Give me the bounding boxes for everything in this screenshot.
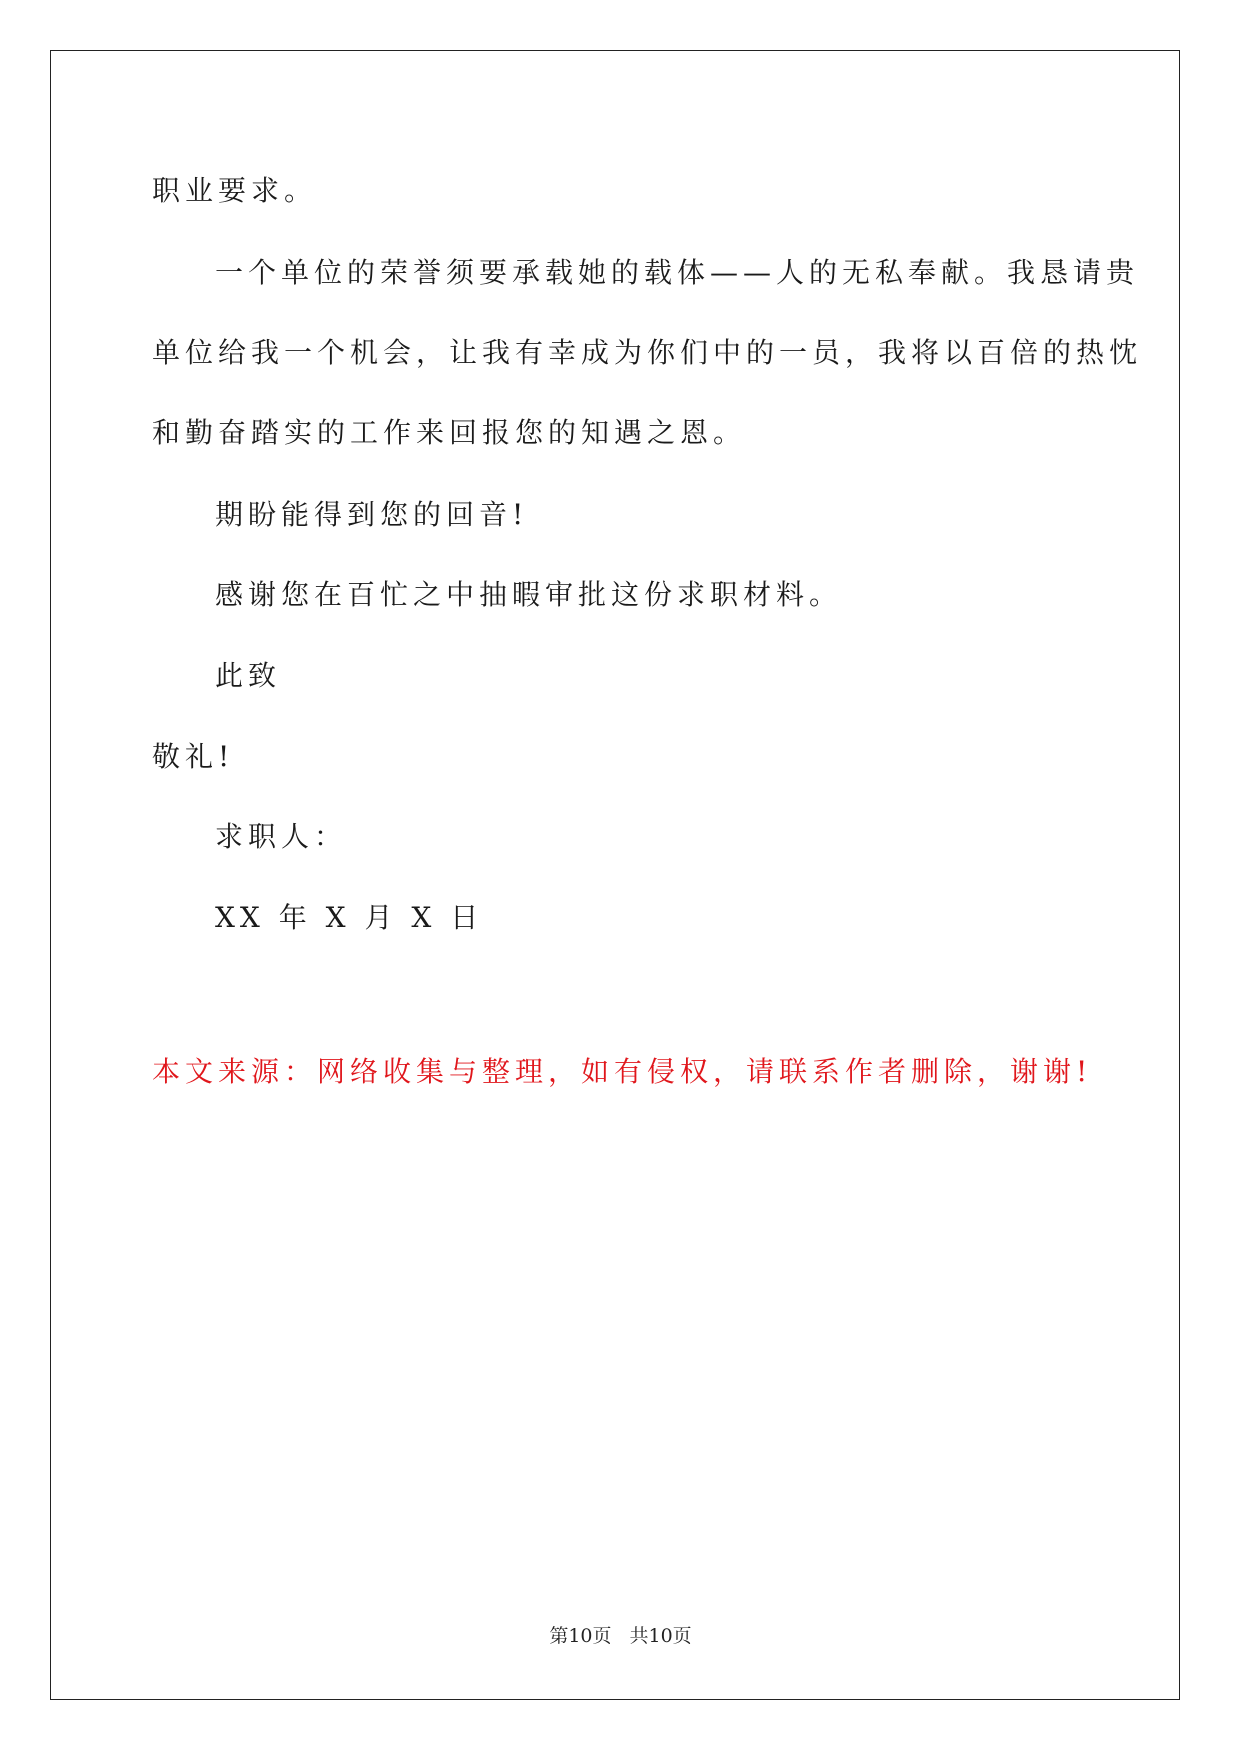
source-note: 本文来源：网络收集与整理，如有侵权，请联系作者删除，谢谢!: [152, 1055, 1093, 1088]
body-text-line: 期盼能得到您的回音!: [215, 498, 529, 531]
page-footer: [0, 1621, 1241, 1648]
body-text-line: 一个单位的荣誉须要承载她的载体——人的无私奉献。我恳请贵: [215, 256, 1140, 289]
page-total: 共10页: [629, 1625, 692, 1647]
page-number: 第10页: [549, 1625, 612, 1647]
signature-label: 求职人：: [215, 820, 348, 853]
page-border: [50, 50, 1180, 1700]
body-text-line: 单位给我一个机会，让我有幸成为你们中的一员，我将以百倍的热忱: [152, 336, 1143, 369]
closing-line: 敬礼!: [152, 740, 235, 773]
date-line: XX 年 X 月 X 日: [215, 901, 484, 934]
body-text-line: 感谢您在百忙之中抽暇审批这份求职材料。: [215, 578, 843, 611]
body-text-line: 和勤奋踏实的工作来回报您的知遇之恩。: [152, 416, 747, 449]
body-text-line: 职业要求。: [152, 174, 318, 207]
salutation-line: 此致: [215, 659, 282, 692]
